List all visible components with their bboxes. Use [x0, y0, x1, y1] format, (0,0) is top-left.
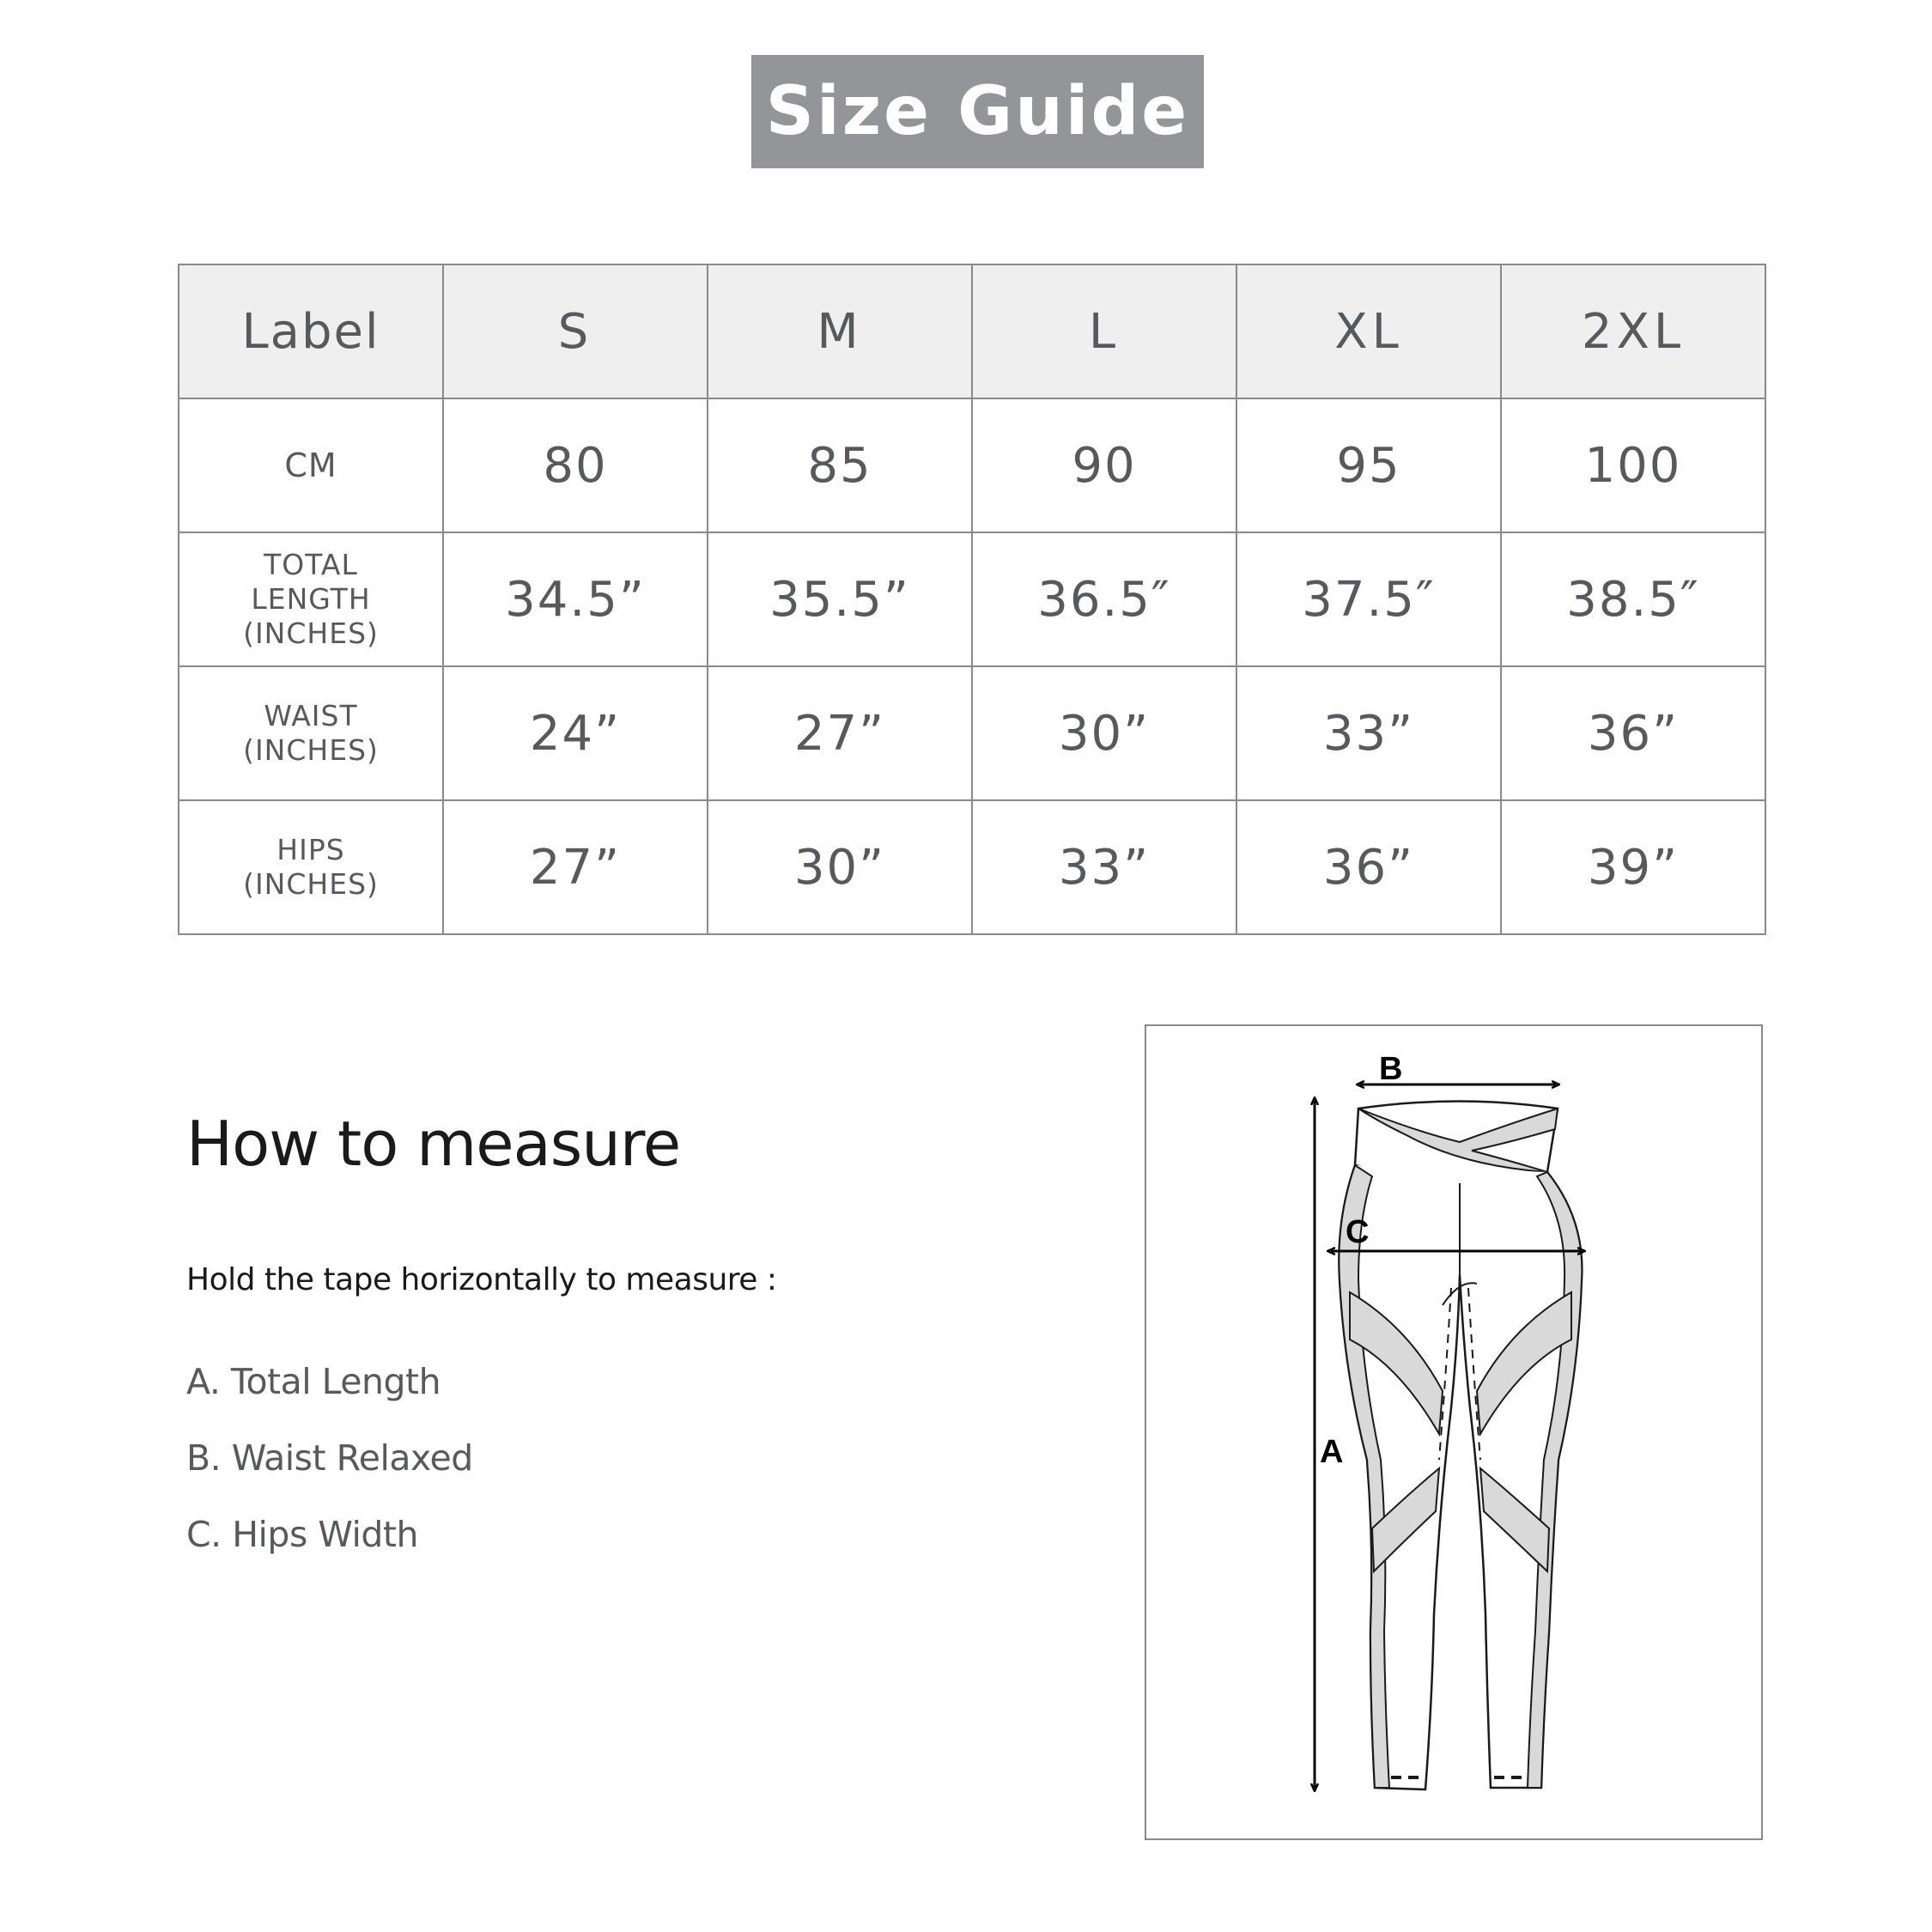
row-label-line: (INCHES)	[243, 867, 379, 901]
list-item: B. Waist Relaxed	[186, 1437, 473, 1479]
list-item: C. Hips Width	[186, 1514, 418, 1555]
table-cell: 33”	[1236, 666, 1501, 800]
list-item: A. Total Length	[186, 1361, 441, 1402]
row-label	[179, 398, 443, 532]
column-header-size: 2XL	[1501, 264, 1765, 398]
page-title: Size Guide	[765, 73, 1190, 150]
column-header-label: Label	[179, 264, 443, 398]
row-label-line: TOTAL	[264, 548, 358, 581]
dimension-label-a: A	[1320, 1434, 1344, 1470]
table-cell: 33”	[972, 800, 1236, 934]
table-cell: 36.5″	[972, 532, 1236, 666]
column-header-size: M	[708, 264, 972, 398]
title-badge	[751, 55, 1204, 168]
column-header-size: L	[972, 264, 1236, 398]
table-cell: 36”	[1501, 666, 1765, 800]
table-cell: 37.5″	[1236, 532, 1501, 666]
row-label	[179, 800, 443, 934]
leggings-measurement-icon	[1146, 1026, 1761, 1838]
table-cell: 27”	[443, 800, 708, 934]
table-cell: 95	[1236, 398, 1501, 532]
column-header-size: S	[443, 264, 708, 398]
dimension-label-c: C	[1346, 1214, 1370, 1250]
table-row	[179, 398, 1765, 532]
row-label-line: HIPS	[276, 833, 345, 866]
table-cell: 85	[708, 398, 972, 532]
table-cell: 90	[972, 398, 1236, 532]
table-cell: 24”	[443, 666, 708, 800]
table-row	[179, 800, 1765, 934]
table-cell: 36”	[1236, 800, 1501, 934]
measurement-diagram	[1145, 1024, 1763, 1840]
row-label	[179, 532, 443, 666]
table-cell: 39”	[1501, 800, 1765, 934]
how-to-measure-intro: Hold the tape horizontally to measure :	[186, 1262, 777, 1297]
table-cell: 100	[1501, 398, 1765, 532]
size-table	[178, 264, 1766, 935]
table-row	[179, 532, 1765, 666]
row-label-line: LENGTH	[251, 582, 371, 616]
measure-list	[186, 1361, 473, 1590]
table-row	[179, 666, 1765, 800]
table-cell: 35.5”	[708, 532, 972, 666]
table-cell: 27”	[708, 666, 972, 800]
table-cell: 30”	[708, 800, 972, 934]
row-label-line: CM	[284, 447, 337, 484]
row-label	[179, 666, 443, 800]
row-label-line: (INCHES)	[243, 733, 379, 767]
table-cell: 38.5″	[1501, 532, 1765, 666]
table-header-row	[179, 264, 1765, 398]
table-cell: 80	[443, 398, 708, 532]
table-cell: 34.5”	[443, 532, 708, 666]
row-label-line: WAIST	[264, 699, 358, 732]
dimension-label-b: B	[1379, 1051, 1403, 1087]
how-to-measure-heading: How to measure	[186, 1108, 681, 1180]
row-label-line: (INCHES)	[243, 617, 379, 650]
table-cell: 30”	[972, 666, 1236, 800]
column-header-size: XL	[1236, 264, 1501, 398]
